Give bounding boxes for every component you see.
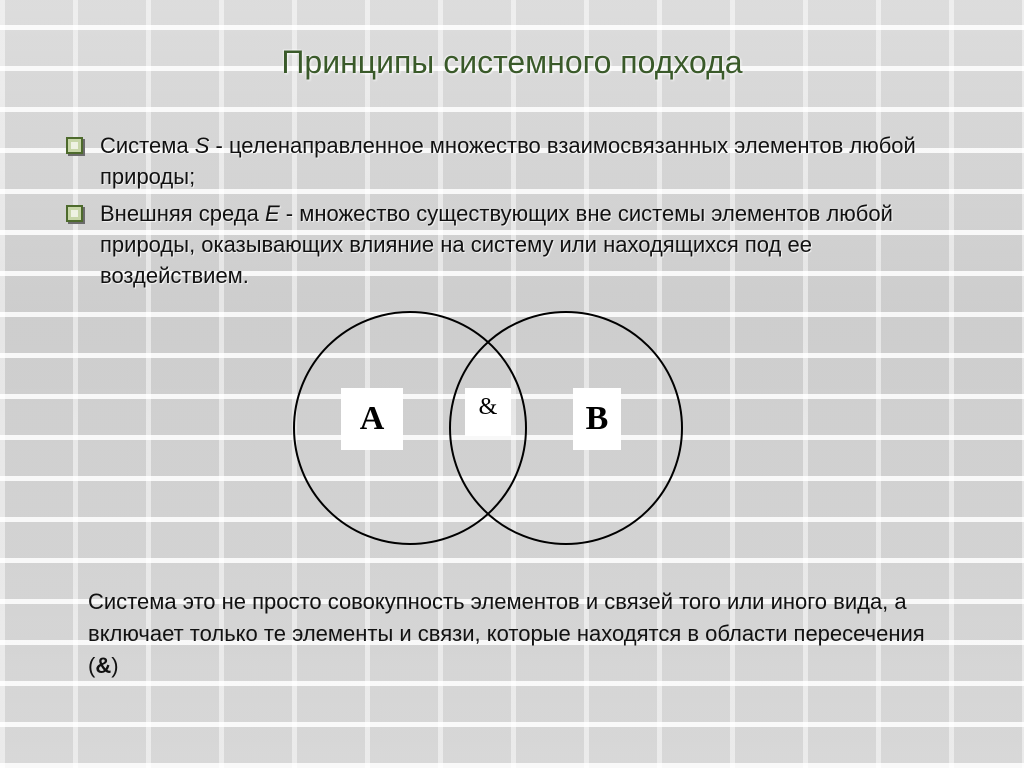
footnote: [88, 586, 928, 682]
venn-label-a: A: [341, 388, 403, 450]
footnote-text: Система это не просто совокупность элементов и связей того или иного вида, а включает только те элементы и связи, которые находятся в области пересечения (: [88, 589, 925, 678]
footnote-symbol: &: [95, 653, 112, 678]
bullet-lead: Внешняя среда: [100, 201, 265, 226]
venn-label-intersection: &: [465, 388, 511, 436]
bullet-text: - множество существующих вне системы элементов любой природы, оказывающих влияние на систему или находящихся под ее воздействием.: [100, 201, 893, 288]
bullet-symbol: S: [194, 133, 210, 158]
slide-title: Принципы системного подхода: [281, 44, 743, 80]
bullet-symbol: E: [264, 201, 280, 226]
bullet-lead: Система: [100, 133, 195, 158]
venn-label-b: B: [573, 388, 621, 450]
bullet-text: - целенаправленное множество взаимосвязанных элементов любой природы;: [100, 133, 916, 189]
footnote-close: ): [111, 653, 119, 678]
